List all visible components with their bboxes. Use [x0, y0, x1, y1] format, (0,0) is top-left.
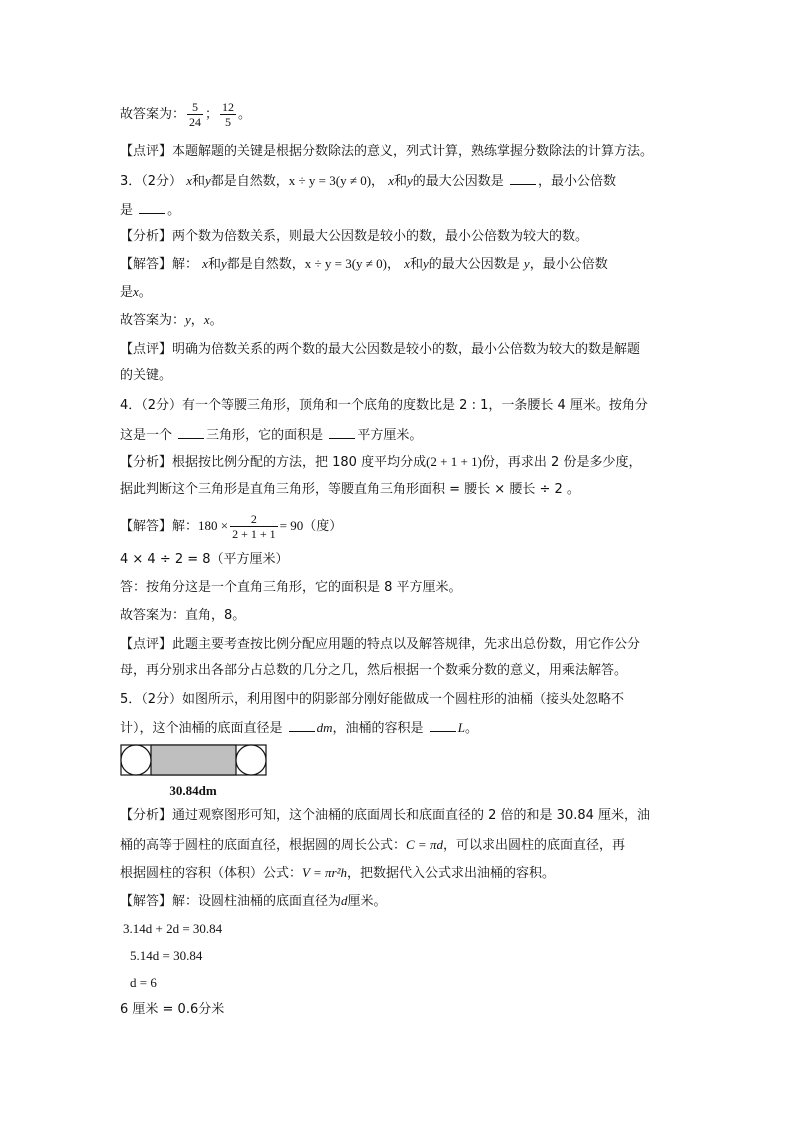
text: 都是自然数， — [226, 257, 305, 272]
text: ，把数据代入公式求出油桶的容积。 — [346, 866, 555, 881]
separator: ； — [205, 107, 219, 122]
q3-solution-line1 — [120, 254, 608, 275]
text: 【解答】解： — [120, 519, 199, 534]
fraction-5-24 — [187, 100, 203, 129]
var-y: y — [204, 173, 211, 188]
q4-solution-line1 — [120, 512, 342, 541]
q5-equation-2: 5.14d = 30.84 — [130, 948, 203, 963]
var-d: d — [341, 893, 348, 908]
text: 计），这个油桶的底面直径是 — [120, 721, 283, 736]
text: 【解答】解： — [120, 257, 199, 272]
text: ， — [387, 257, 401, 272]
text: 份，再求出 2 份是多少度， — [481, 455, 642, 470]
shaded-rectangle — [151, 745, 236, 775]
q3-solution-line2 — [120, 282, 152, 303]
denominator: 2 + 1 + 1 — [232, 527, 276, 541]
numerator: 5 — [187, 100, 203, 115]
q4-question-line1: 4．（2分）有一个等腰三角形，顶角和一个底角的度数比是 2 : 1，一条腰长 4 厘米。按角分 — [120, 398, 648, 413]
expression: 180 × — [198, 518, 229, 533]
var-y: y — [407, 173, 413, 188]
fraction-2-over-sum — [230, 512, 278, 541]
expression: = 90（度） — [279, 518, 343, 533]
text: 的最大公因数是 — [412, 174, 504, 189]
q4-answer: 故答案为：直角，8。 — [120, 608, 246, 623]
q5-solution-intro — [120, 891, 387, 912]
q5-question-line2 — [120, 717, 478, 739]
text: ，最小公倍数 — [529, 257, 608, 272]
q2-answer — [120, 100, 251, 129]
text: 这是一个 — [120, 428, 173, 443]
text: 和 — [409, 257, 423, 272]
answer-blank[interactable] — [139, 199, 165, 214]
text: 都是自然数， — [210, 174, 289, 189]
text: 厘米。 — [347, 894, 387, 909]
unit-dm: dm — [316, 720, 333, 735]
text: 和 — [393, 174, 407, 189]
left-circle — [121, 745, 151, 775]
period: 。 — [167, 203, 181, 218]
question-number: 3．（2分） — [120, 174, 183, 189]
text: 三角形，它的面积是 — [206, 428, 324, 443]
q5-question-line1: 5．（2分）如图所示，利用图中的阴影部分刚好能做成一个圆柱形的油桶（接头处忽略不 — [120, 692, 625, 707]
q4-question-line2 — [120, 424, 422, 446]
text: ，油桶的容积是 — [332, 721, 424, 736]
q3-answer — [120, 310, 223, 331]
text: 和 — [207, 257, 221, 272]
text: 。 — [464, 721, 478, 736]
expression: (2 + 1 + 1) — [426, 454, 482, 469]
q2-comment: 【点评】本题解题的关键是根据分数除法的意义，列式计算，熟练掌握分数除法的计算方法。 — [120, 144, 654, 159]
answer-blank[interactable] — [289, 717, 315, 732]
var-x: x — [404, 256, 410, 271]
q3-question-line1 — [120, 170, 616, 192]
q3-analysis: 【分析】两个数为倍数关系，则最大公因数是较小的数，最小公倍数为较大的数。 — [120, 229, 589, 244]
numerator: 2 — [230, 512, 278, 527]
q5-equation-3: d = 6 — [130, 975, 157, 990]
answer-prefix: 故答案为： — [120, 107, 186, 122]
period: 。 — [209, 313, 223, 328]
var-x: x — [133, 284, 139, 299]
text: ， — [371, 174, 385, 189]
text: 根据圆柱的容积（体积）公式： — [120, 866, 303, 881]
text: 是 — [120, 203, 134, 218]
figure-length-label: 30.84dm — [169, 783, 217, 798]
text: 【分析】根据按比例分配的方法，把 180 度平均分成 — [120, 455, 427, 470]
var-x: x — [202, 256, 208, 271]
unit-l: L — [457, 720, 465, 735]
numerator: 12 — [222, 100, 235, 114]
q4-analysis-line1 — [120, 452, 641, 473]
period: 。 — [238, 107, 252, 122]
q4-analysis-line2: 据此判断这个三角形是直角三角形，等腰直角三角形面积 = 腰长 × 腰长 ÷ 2 。 — [120, 482, 580, 497]
denominator: 5 — [225, 115, 232, 129]
cylinder-net-figure — [120, 744, 268, 780]
text: 是 — [120, 285, 134, 300]
q5-analysis-line2 — [120, 835, 625, 856]
var-y: y — [185, 312, 191, 327]
text: 桶的高等于圆柱的底面直径，根据圆的周长公式： — [120, 838, 407, 853]
circumference-formula: C = πd — [406, 837, 443, 852]
text: ，最小公倍数 — [537, 174, 616, 189]
text: 【解答】解：设圆柱油桶的底面直径为 — [120, 894, 342, 909]
q3-question-line2 — [120, 199, 180, 221]
var-y: y — [523, 256, 530, 271]
var-x: x — [388, 173, 394, 188]
denominator: 24 — [189, 115, 202, 129]
text: 平方厘米。 — [357, 428, 423, 443]
volume-formula: V = πr²h — [302, 865, 347, 880]
q3-comment-line1: 【点评】明确为倍数关系的两个数的最大公因数是较小的数，最小公倍数为较大的数是解题 — [120, 342, 641, 357]
answer-blank[interactable] — [430, 717, 456, 732]
q3-comment-line2: 的关键。 — [120, 368, 173, 383]
text: 故答案为： — [120, 313, 186, 328]
q5-equation-1: 3.14d + 2d = 30.84 — [123, 921, 223, 936]
period: 。 — [138, 285, 152, 300]
q5-analysis-line3 — [120, 863, 555, 884]
q4-solution-line2: 4 × 4 ÷ 2 = 8（平方厘米） — [120, 552, 289, 567]
right-circle — [236, 745, 266, 775]
text: 和 — [191, 174, 205, 189]
q4-comment-line2: 母，再分别求出各部分占总数的几分之几，然后根据一个数乘分数的意义，用乘法解答。 — [120, 663, 628, 678]
text: 的最大公因数是 — [428, 257, 520, 272]
answer-blank[interactable] — [329, 424, 355, 439]
expression: x ÷ y = 3(y ≠ 0) — [288, 173, 372, 188]
q4-reply: 答：按角分这是一个直角三角形，它的面积是 8 平方厘米。 — [120, 580, 462, 595]
text: ， — [190, 313, 204, 328]
var-y: y — [220, 256, 227, 271]
fraction-12-5 — [220, 100, 236, 129]
q5-analysis-line1: 【分析】通过观察图形可知，这个油桶的底面周长和底面直径的 2 倍的和是 30.84 厘米，油 — [120, 808, 651, 823]
text: ，可以求出圆柱的底面直径，再 — [442, 838, 625, 853]
answer-blank[interactable] — [178, 424, 204, 439]
q5-equation-4: 6 厘米 = 0.6分米 — [120, 1002, 225, 1017]
expression: x ÷ y = 3(y ≠ 0) — [304, 256, 388, 271]
var-y: y — [422, 256, 429, 271]
var-x: x — [186, 173, 192, 188]
var-x: x — [203, 312, 210, 327]
answer-blank[interactable] — [510, 170, 536, 185]
q4-comment-line1: 【点评】此题主要考查按比例分配应用题的特点以及解答规律，先求出总份数，用它作公分 — [120, 637, 641, 652]
